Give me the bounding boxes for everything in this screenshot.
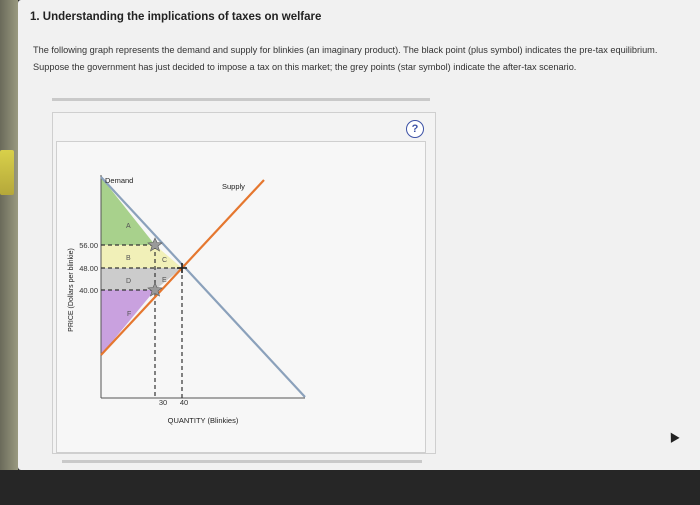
x-tick-label: 30 (158, 398, 168, 407)
area-label-F: F (127, 311, 132, 318)
area-label-A: A (126, 223, 131, 230)
question-text: The following graph represents the demand and supply for blinkies (an imaginary product). The black point (plus symbol) indicates the pre-tax equilibrium. Suppose the government has just decided to impose a tax on this market; the grey points (star symbol) indicate the after-tax scenario. (33, 45, 658, 72)
area-label-E: E (162, 277, 167, 284)
y-axis-title: PRICE (Dollars per blinkie) (68, 248, 75, 332)
y-tick-label: 40.00 (79, 286, 98, 295)
area-label-D: D (126, 278, 132, 285)
x-axis-title: QUANTITY (Blinkies) (167, 416, 239, 425)
graph-areas (101, 177, 182, 355)
area-label-B: B (126, 255, 131, 262)
x-tick-label: 40 (179, 398, 189, 407)
y-tick-label: 48.00 (79, 264, 98, 273)
question-title: 1. Understanding the implications of taxes on welfare (30, 11, 322, 23)
demand-label: Demand (105, 176, 134, 185)
help-button[interactable]: ? (406, 120, 424, 138)
area-label-C: C (162, 257, 168, 264)
supply-label: Supply (222, 182, 245, 191)
y-tick-label: 56.00 (79, 241, 98, 250)
